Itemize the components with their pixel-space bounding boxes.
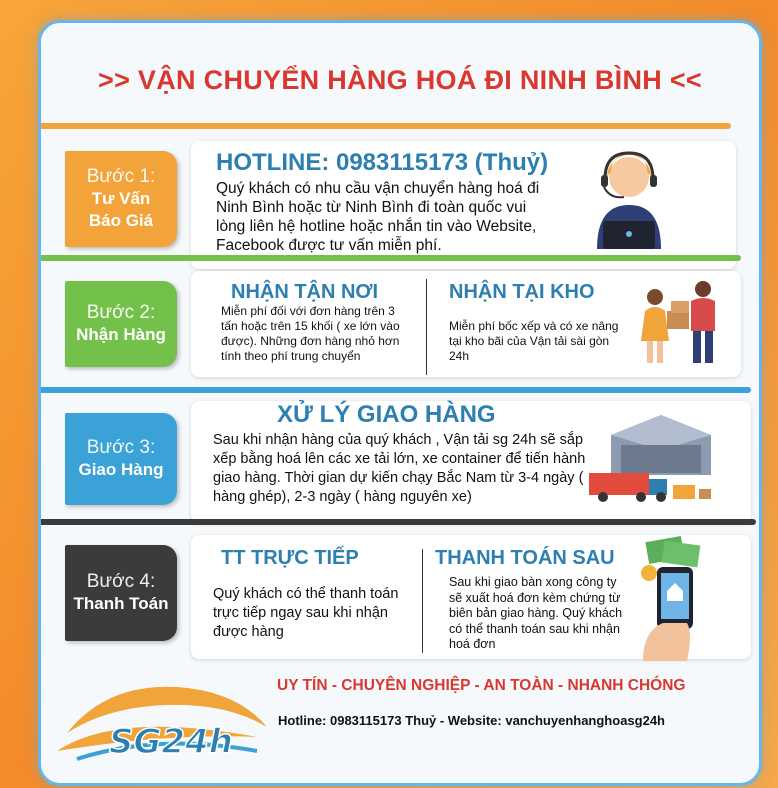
step-1-text: Quý khách có nhu cầu vận chuyển hàng hoá đi Ninh Bình hoặc từ Ninh Bình đi toàn quốc vui lòng liên hệ hotline hoặc nhắn tin vào Website, Facebook được tư vấn miễn phí.: [216, 180, 540, 254]
pickup-onsite-title: NHẬN TẬN NƠI: [231, 281, 379, 303]
step-name: Thanh Toán: [73, 594, 169, 613]
step-name-line-2: Báo Giá: [88, 211, 154, 230]
direct-payment-title: TT TRỰC TIẾP: [221, 547, 359, 569]
slogan: UY TÍN - CHUYÊN NGHIỆP - AN TOÀN - NHANH CHÓNG: [277, 677, 686, 694]
pickup-warehouse-title: NHẬN TẠI KHO: [449, 281, 595, 303]
step-4-bar: [41, 519, 756, 525]
step-2-tab: [65, 281, 177, 367]
delivery-people-icon: [631, 271, 727, 367]
step-label: Bước 4:: [86, 571, 156, 592]
step-3-text: Sau khi nhận hàng của quý khách , Vận tải sg 24h sẽ sắp xếp bằng hoá lên các xe tải lớn, xe container để tiến hành giao hàng. Thời gian dự kiến chạy Bắc Nam từ 3-4 ngày ( hàng ghép), 2-3 ngày ( hàng nguyên xe): [213, 432, 586, 505]
pickup-onsite-text: Miễn phí đối với đơn hàng trên 3 tấn hoặc trên 15 khối ( xe lớn vào được). Những đơn hàng nhỏ hơn tính theo phí trung chuyển: [221, 304, 400, 363]
step-2-divider: [426, 279, 427, 375]
logo-text: SG24h: [109, 722, 233, 762]
step-name: Nhận Hàng: [76, 325, 166, 344]
step-4-divider: [422, 549, 423, 653]
step-label: Bước 3:: [86, 437, 156, 458]
pickup-warehouse-text: Miễn phí bốc xếp và có xe nâng tại kho bãi của Vận tải sài gòn 24h: [449, 319, 619, 363]
page-title: >> VẬN CHUYỂN HÀNG HOÁ ĐI NINH BÌNH <<: [98, 65, 702, 95]
call-center-agent-icon: [589, 141, 669, 249]
step-label: Bước 1:: [86, 166, 156, 187]
contact-line: Hotline: 0983115173 Thuỷ - Website: vanchuyenhanghoasg24h: [278, 713, 665, 728]
infographic-card: [38, 20, 762, 786]
later-payment-title: THANH TOÁN SAU: [435, 547, 615, 569]
step-2-bar: [41, 255, 741, 261]
step-1-bar: [41, 123, 731, 129]
step-name: Giao Hàng: [78, 460, 164, 479]
hotline-headline: HOTLINE: 0983115173 (Thuỷ): [216, 149, 549, 176]
step-4-tab: [65, 545, 177, 641]
step-1-tab: [65, 151, 177, 247]
step-3-bar: [41, 387, 751, 393]
direct-payment-text: Quý khách có thể thanh toán trực tiếp ngay sau khi nhận được hàng: [213, 586, 399, 640]
later-payment-text: Sau khi giao bàn xong công ty sẽ xuất hoá đơn kèm chứng từ biên bản giao hàng. Quý khách có thể thanh toán sau khi nhận hoá đơn: [449, 575, 623, 651]
warehouse-trucks-icon: [581, 405, 721, 515]
sg24h-logo: [47, 673, 277, 773]
step-3-tab: [65, 413, 177, 505]
step-label: Bước 2:: [86, 302, 156, 323]
processing-headline: XỬ LÝ GIAO HÀNG: [277, 401, 496, 428]
step-name: Tư Vấn: [91, 189, 151, 208]
mobile-payment-icon: [633, 533, 713, 661]
